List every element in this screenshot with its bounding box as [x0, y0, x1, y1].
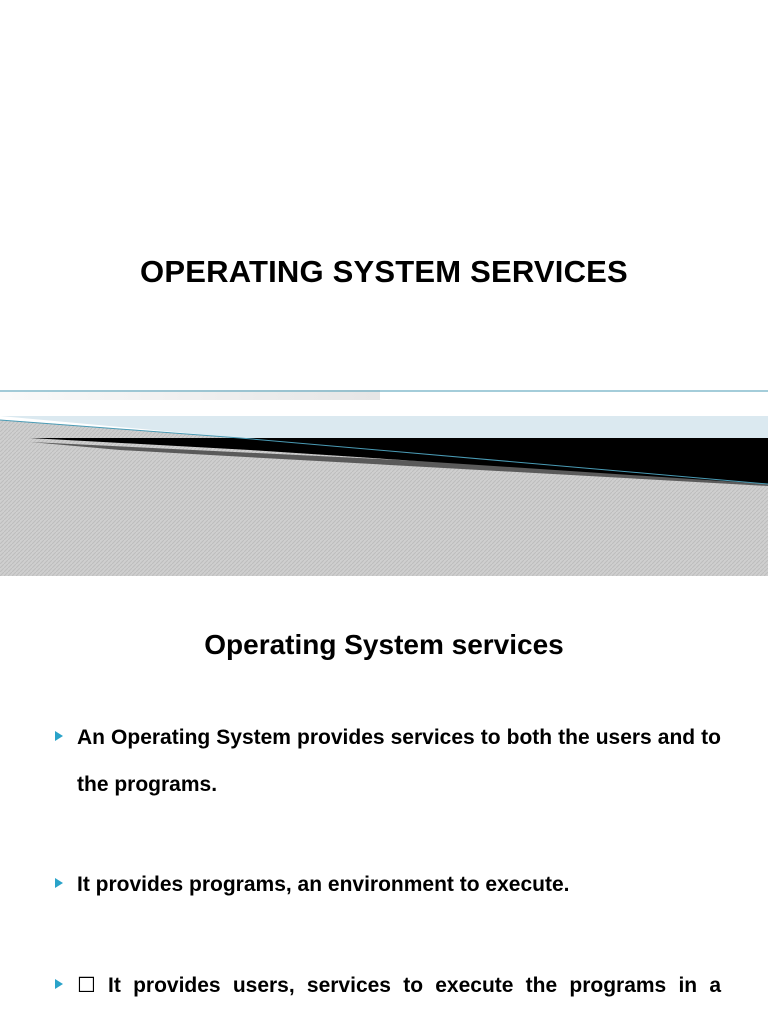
decorative-wave-band — [0, 380, 768, 576]
bullet-text: ☐ It provides users, services to execute the programs in a — [77, 974, 721, 997]
bullet-text: An Operating System provides services to both the users and to the programs. — [77, 726, 721, 796]
bullet-text: It provides programs, an environment to execute. — [77, 873, 570, 896]
content-slide — [0, 576, 768, 1024]
slide-title: OPERATING SYSTEM SERVICES — [140, 254, 628, 289]
triangle-bullet-icon — [55, 731, 63, 741]
triangle-bullet-icon — [55, 878, 63, 888]
triangle-bullet-icon — [55, 979, 63, 989]
slide-heading: Operating System services — [204, 629, 564, 660]
